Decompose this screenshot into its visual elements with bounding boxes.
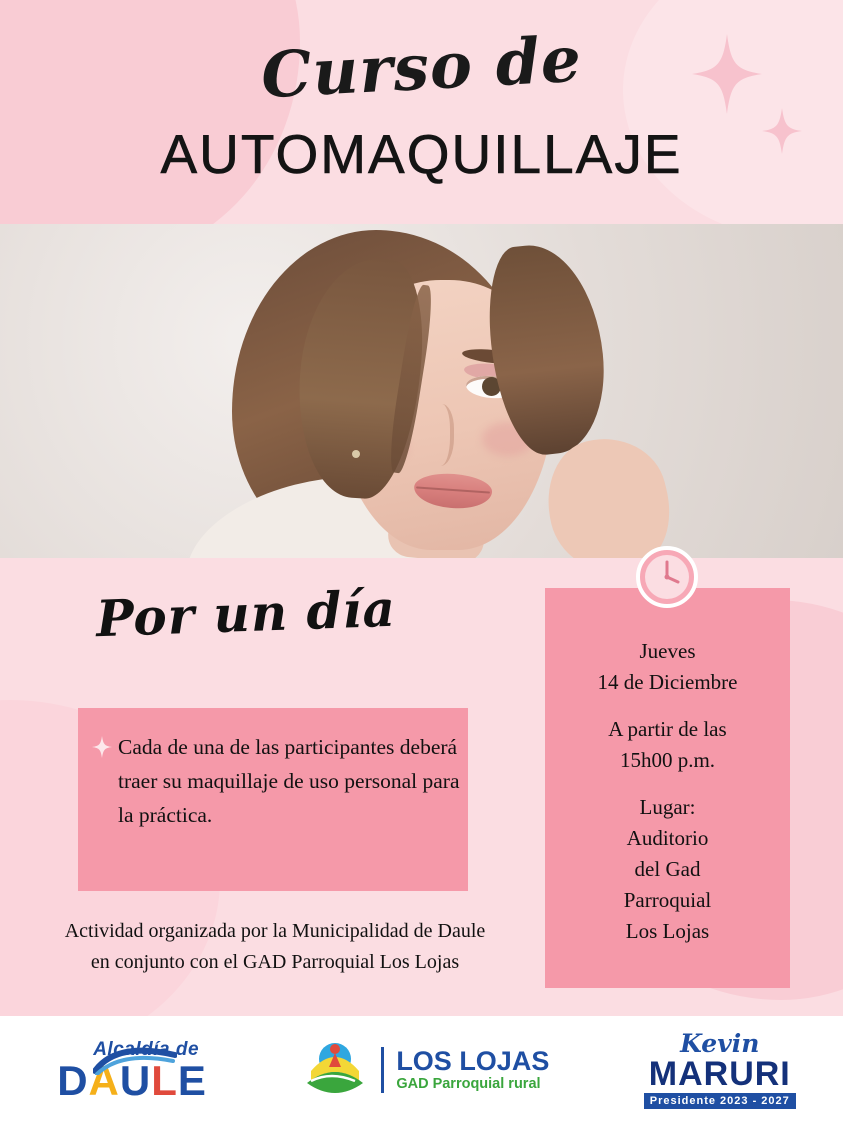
event-details-text bbox=[545, 636, 790, 963]
portrait-illustration bbox=[0, 224, 843, 558]
sparkle-icon bbox=[92, 736, 112, 763]
clock-icon bbox=[634, 544, 700, 610]
sparkle-icon bbox=[762, 108, 802, 154]
event-place-line2: del Gad bbox=[634, 857, 701, 881]
subtitle-script: Por un día bbox=[95, 578, 397, 649]
event-time-label: A partir de las bbox=[608, 717, 727, 741]
event-place-line1: Auditorio bbox=[626, 826, 709, 850]
page-title: AUTOMAQUILLAJE bbox=[160, 123, 683, 185]
footer-logos bbox=[0, 1016, 843, 1124]
note-text: Cada de una de las participantes deberá traer su maquillaje de uso personal para la práctica. bbox=[118, 735, 460, 827]
los-lojas-subtitle: GAD Parroquial rural bbox=[396, 1076, 541, 1092]
event-date: 14 de Diciembre bbox=[597, 670, 738, 694]
swoosh-icon bbox=[93, 1045, 177, 1075]
poster-body bbox=[0, 558, 843, 1016]
logo-kevin-maruri bbox=[644, 1031, 796, 1109]
maruri-first-name: Kevin bbox=[680, 1029, 760, 1058]
los-lojas-title: LOS LOJAS bbox=[396, 1046, 550, 1076]
maruri-term-badge: Presidente 2023 - 2027 bbox=[644, 1093, 796, 1109]
logo-alcaldia-daule bbox=[57, 1039, 207, 1104]
maruri-last-name: MARURI bbox=[648, 1055, 791, 1093]
event-place-label: Lugar: bbox=[639, 795, 696, 819]
daule-wordmark: DAULE bbox=[57, 1057, 207, 1104]
sparkle-icon bbox=[692, 34, 762, 114]
title-script: Curso de bbox=[259, 21, 584, 113]
event-place-line3: Parroquial bbox=[623, 888, 712, 912]
model-photo bbox=[0, 224, 843, 558]
los-lojas-emblem-icon bbox=[301, 1037, 369, 1103]
event-place-line4: Los Lojas bbox=[625, 919, 710, 943]
logo-los-lojas bbox=[301, 1037, 549, 1103]
organizer-text: Actividad organizada por la Municipalidad de Daule en conjunto con el GAD Parroquial Los Lojas bbox=[64, 920, 486, 973]
event-time: 15h00 p.m. bbox=[619, 748, 716, 772]
event-day: Jueves bbox=[639, 639, 696, 663]
alcaldia-label: Alcaldía de bbox=[93, 1039, 200, 1060]
